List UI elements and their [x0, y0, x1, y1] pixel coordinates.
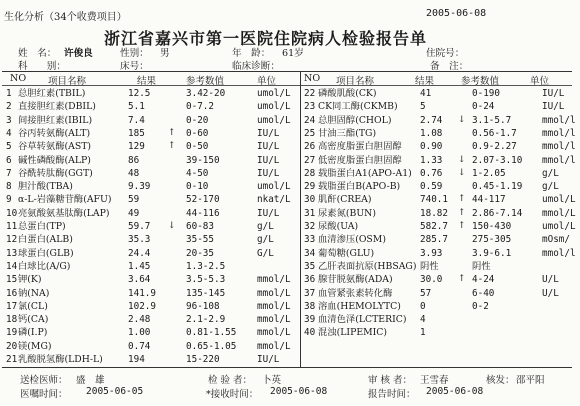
test-unit: IU/L	[257, 207, 280, 219]
test-unit: IU/L	[542, 101, 565, 113]
test-name: 血清色泽(LCTERIC)	[318, 314, 407, 326]
test-name: 肌酐(CREA)	[318, 194, 372, 206]
patient-age: 61岁	[282, 48, 304, 59]
test-result: 59	[128, 194, 140, 206]
test-name: 谷草转氨酶(AST)	[18, 141, 92, 153]
test-name: 直接胆红素(DBIL)	[18, 101, 96, 113]
col-unit-right: 单位	[530, 76, 550, 87]
test-result: 49	[128, 207, 140, 219]
test-unit: G/L	[257, 247, 274, 259]
row-number: 1	[6, 88, 12, 99]
test-result: 18.82	[420, 207, 448, 219]
receive-time-label: *接收时间：	[206, 389, 259, 400]
test-result: 3.64	[128, 274, 151, 286]
request-time: 2005-06-05	[86, 386, 144, 397]
row-number: 17	[6, 300, 18, 312]
reference-range: 3.1-5.7	[472, 114, 512, 126]
row-number: 40	[304, 327, 316, 339]
test-unit: mmol/L	[257, 314, 291, 326]
reference-range: 52-170	[186, 194, 220, 206]
test-unit: mmol/l	[542, 141, 576, 153]
sender-label: 送检医师：	[20, 375, 68, 386]
test-result: 48	[128, 167, 140, 179]
test-name: 谷酰转肽酶(GGT)	[18, 167, 93, 179]
test-name: 溶血(HEMOLYTC)	[318, 300, 401, 312]
table-row	[0, 340, 580, 353]
test-result: 3.93	[420, 247, 443, 259]
table-row	[0, 273, 580, 286]
test-unit: g/L	[542, 181, 559, 193]
test-unit: mmol/L	[257, 287, 291, 299]
row-number: 29	[304, 181, 316, 193]
patient-name: 许俊良	[64, 48, 93, 59]
row-number: 31	[304, 207, 316, 219]
test-result: 86	[128, 154, 140, 166]
row-number: 38	[304, 300, 316, 312]
test-result: 129	[128, 141, 145, 153]
test-name: 白蛋白(ALB)	[18, 234, 73, 246]
test-unit: mmol/L	[257, 327, 291, 339]
sex-label: 性别：	[120, 48, 149, 59]
abnormal-flag: ↑	[168, 127, 176, 138]
row-number: 6	[6, 154, 12, 166]
test-name: 磷(I.P)	[18, 327, 48, 339]
test-name: 尿素氮(BUN)	[318, 207, 376, 219]
reference-range: 3.9-6.1	[472, 247, 512, 259]
reference-range: 3.42-20	[186, 88, 226, 99]
reference-range: 0.9-2.27	[472, 141, 517, 153]
test-name: 谷丙转氨酶(ALT)	[18, 127, 91, 139]
test-name: 亮氨酸氨基肽酶(LAP)	[18, 207, 110, 219]
row-number: 32	[304, 221, 316, 232]
test-result: 2.74	[420, 114, 443, 126]
row-number: 16	[6, 287, 18, 299]
table-row	[0, 326, 580, 339]
test-name: 载脂蛋白A1(APO-A1)	[318, 167, 412, 179]
test-result: 12.5	[128, 88, 151, 99]
test-result: 35.3	[128, 234, 151, 246]
name-label: 姓 名：	[18, 48, 57, 59]
test-result: 141.9	[128, 287, 156, 299]
row-number: 18	[6, 314, 18, 326]
row-number: 7	[6, 167, 12, 179]
test-unit: umol/L	[542, 221, 576, 232]
test-name: 混浊(LIPEMIC)	[318, 327, 388, 339]
age-label: 年 龄：	[232, 48, 271, 59]
test-unit: umol/L	[257, 114, 291, 126]
row-number: 21	[6, 354, 18, 365]
test-name: 总蛋白(TP)	[18, 221, 66, 232]
row-number: 20	[6, 340, 18, 352]
test-name: 血管紧张素转化酶	[318, 287, 393, 299]
reference-range: 275-305	[472, 234, 512, 246]
test-name: 腺苷脱氨酶(ADA)	[318, 274, 393, 286]
sender-name: 盛 雄	[76, 375, 105, 386]
report-time-label: 报告时间：	[368, 389, 416, 400]
abnormal-flag: ↑	[458, 194, 466, 205]
reviewer-name: 王雪春	[420, 375, 449, 386]
reference-range: 0-7.2	[186, 101, 214, 113]
test-name: 磷酸肌酸(CK)	[318, 88, 377, 99]
reference-range: 0-50	[186, 141, 209, 153]
test-result: 1.00	[128, 327, 151, 339]
test-unit: mOsm/	[542, 234, 570, 246]
test-unit: IU/L	[257, 167, 280, 179]
table-row	[0, 220, 580, 233]
test-result: 1.45	[128, 260, 151, 272]
reference-range: 2.1-2.9	[186, 314, 226, 326]
abnormal-flag: ↑	[168, 141, 176, 152]
test-result: 57	[420, 287, 432, 299]
row-number: 2	[6, 101, 12, 113]
test-result: 102.9	[128, 300, 156, 312]
col-result-right: 结果	[415, 76, 435, 87]
table-row	[0, 193, 580, 206]
test-name: 低密度脂蛋白胆固醇	[318, 154, 402, 166]
reference-range: 0-2	[472, 300, 489, 312]
test-unit: mmol/l	[542, 247, 576, 259]
row-number: 37	[304, 287, 316, 299]
note-label: 备 注：	[430, 61, 469, 72]
test-name: 甘油三酯(TG)	[318, 127, 377, 139]
test-result: 0.59	[420, 181, 443, 193]
reference-range: 0.65-1.05	[186, 340, 237, 352]
test-unit: U/L	[542, 274, 559, 286]
test-result: 41	[420, 88, 432, 99]
request-time-label: 医嘱时间：	[20, 389, 68, 400]
inspector-label: 检 验 者：	[208, 375, 253, 386]
test-unit: IU/L	[257, 354, 280, 365]
test-unit: IU/L	[257, 127, 280, 139]
checker-name: 邵平阳	[516, 375, 545, 386]
reference-range: 44-117	[472, 194, 506, 206]
test-result: 30.0	[420, 274, 443, 286]
row-number: 35	[304, 260, 316, 272]
test-unit: umol/L	[257, 181, 291, 193]
test-unit: IU/L	[542, 88, 565, 99]
row-number: 4	[6, 127, 12, 139]
row-number: 5	[6, 141, 12, 153]
test-name: 乙肝表面抗原(HBSAG)	[318, 260, 417, 272]
reference-range: 1.3-2.5	[186, 260, 226, 272]
test-name: 乳酸脱氢酶(LDH-L)	[18, 354, 103, 365]
patient-sex: 男	[160, 48, 170, 59]
table-row	[0, 140, 580, 153]
test-result: 7.4	[128, 114, 145, 126]
test-name: 血清渗压(OSM)	[318, 234, 386, 246]
test-result: 285.7	[420, 234, 448, 246]
table-row	[0, 233, 580, 246]
reference-range: 0-60	[186, 127, 209, 139]
row-number: 23	[304, 101, 316, 113]
admission-label: 住院号：	[426, 48, 465, 59]
row-number: 9	[6, 194, 12, 206]
row-number: 14	[6, 260, 18, 272]
reference-range: 0-190	[472, 88, 500, 99]
diagnosis-label: 临床诊断：	[232, 61, 280, 72]
test-result: 4	[420, 314, 426, 326]
abnormal-flag: ↓	[458, 114, 466, 125]
test-name: 高密度脂蛋白胆固醇	[318, 141, 402, 153]
row-number: 15	[6, 274, 18, 286]
test-result: 59.7	[128, 221, 151, 232]
reference-range: 35-55	[186, 234, 214, 246]
test-result: 0	[420, 300, 426, 312]
report-category: 生化分析（34个收费项目）	[4, 12, 127, 23]
test-name: 球蛋白(GLB)	[18, 247, 74, 259]
reference-range: 2.86-7.14	[472, 207, 523, 219]
reference-range: 44-116	[186, 207, 220, 219]
test-unit: g/L	[257, 234, 274, 246]
test-name: CK同工酶(CKMB)	[318, 101, 398, 113]
row-number: 10	[6, 207, 18, 219]
table-row	[0, 287, 580, 300]
test-unit: IU/L	[257, 154, 280, 166]
test-result: 5	[420, 101, 426, 113]
col-unit-left: 单位	[257, 76, 277, 87]
abnormal-flag: ↓	[458, 154, 466, 165]
row-number: 12	[6, 234, 18, 246]
reference-range: 2.07-3.10	[472, 154, 523, 166]
reference-range: 3.5-5.3	[186, 274, 226, 286]
table-row	[0, 207, 580, 220]
reference-range: 0-10	[186, 181, 209, 193]
test-name: 葡萄糖(GLU)	[318, 247, 375, 259]
abnormal-flag: ↓	[458, 167, 466, 178]
test-unit: IU/L	[257, 141, 280, 153]
reference-range: 15-220	[186, 354, 220, 365]
test-name: 钠(NA)	[18, 287, 50, 299]
row-number: 24	[304, 114, 316, 126]
test-unit: umol/L	[257, 88, 291, 99]
col-no-right: NO	[304, 73, 321, 84]
row-number: 33	[304, 234, 316, 246]
test-name: 尿酸(UA)	[318, 221, 359, 232]
table-row	[0, 180, 580, 193]
table-row	[0, 154, 580, 167]
test-unit: mmol/L	[257, 274, 291, 286]
table-row	[0, 167, 580, 180]
test-unit: g/L	[257, 221, 274, 232]
reference-range: 0.45-1.19	[472, 181, 523, 193]
test-result: 185	[128, 127, 145, 139]
reference-range: 20-35	[186, 247, 214, 259]
test-result: 2.48	[128, 314, 151, 326]
reference-range: 0-24	[472, 101, 495, 113]
col-result-left: 结果	[137, 76, 157, 87]
test-name: α-L-岩藻糖苷酶(AFU)	[18, 194, 112, 206]
col-ref-left: 参考数值	[186, 76, 225, 87]
test-name: 间接胆红素(IBIL)	[18, 114, 93, 126]
col-item-right: 项目名称	[336, 76, 375, 87]
table-top-rule	[2, 71, 572, 72]
table-row	[0, 127, 580, 140]
row-number: 26	[304, 141, 316, 153]
table-row	[0, 353, 580, 366]
test-unit: mmol/l	[542, 154, 576, 166]
row-number: 22	[304, 88, 316, 99]
test-name: 总胆红素(TBIL)	[18, 88, 86, 99]
report-title: 浙江省嘉兴市第一医院住院病人检验报告单	[104, 29, 428, 48]
receive-time: 2005-06-08	[270, 386, 328, 397]
table-row	[0, 247, 580, 260]
table-row	[0, 87, 580, 100]
test-result: 194	[128, 354, 145, 365]
test-unit: umol/L	[257, 101, 291, 113]
reference-range: 0.56-1.7	[472, 127, 517, 139]
reference-range: 150-430	[472, 221, 512, 232]
reference-range: 0.81-1.55	[186, 327, 237, 339]
test-result: 582.7	[420, 221, 448, 232]
col-ref-right: 参考数值	[461, 76, 500, 87]
test-name: 钙(CA)	[18, 314, 49, 326]
row-number: 19	[6, 327, 18, 339]
reference-range: 6-40	[472, 287, 495, 299]
test-result: 24.4	[128, 247, 151, 259]
test-name: 镁(MG)	[18, 340, 52, 352]
table-row	[0, 300, 580, 313]
test-name: 碱性磷酸酶(ALP)	[18, 154, 91, 166]
reference-range: 135-145	[186, 287, 226, 299]
reference-range: 0-20	[186, 114, 209, 126]
reference-range: 96-108	[186, 300, 220, 312]
reference-range: 39-150	[186, 154, 220, 166]
row-number: 25	[304, 127, 316, 139]
test-name: 胆汁酸(TBA)	[18, 181, 73, 193]
test-name: 载脂蛋白B(APO-B)	[318, 181, 401, 193]
test-unit: mmol/L	[257, 300, 291, 312]
abnormal-flag: ↓	[168, 221, 176, 231]
row-number: 13	[6, 247, 18, 259]
inspector-name: 卜英	[262, 375, 282, 386]
reference-range: 1-2.05	[472, 167, 506, 179]
test-unit: mmol/L	[257, 340, 291, 352]
checker-label: 核发：	[486, 375, 515, 386]
test-result: 1	[420, 327, 426, 339]
test-name: 总胆固醇(CHOL)	[318, 114, 392, 126]
row-number: 30	[304, 194, 316, 206]
abnormal-flag: ↑	[458, 221, 466, 231]
reference-range: 4-50	[186, 167, 209, 179]
row-number: 27	[304, 154, 316, 166]
col-no-left: NO	[10, 73, 27, 84]
report-time: 2005-06-08	[426, 386, 484, 397]
reviewer-label: 审 核 者：	[368, 375, 413, 386]
test-result: 0.74	[128, 340, 151, 352]
abnormal-flag: ↑	[458, 274, 466, 285]
test-result: 9.39	[128, 181, 151, 193]
test-unit: g/L	[542, 167, 559, 179]
test-result: 1.33	[420, 154, 443, 166]
abnormal-flag: ↑	[458, 207, 466, 218]
table-row	[0, 313, 580, 326]
bed-label: 床号：	[120, 61, 149, 72]
test-result: 1.08	[420, 127, 443, 139]
row-number: 34	[304, 247, 316, 259]
table-row	[0, 260, 580, 273]
reference-range: 60-83	[186, 221, 214, 232]
test-result: 0.90	[420, 141, 443, 153]
dept-label: 科 别：	[18, 61, 66, 72]
table-bottom-rule	[2, 367, 572, 368]
test-name: 钾(K)	[18, 274, 42, 286]
reference-range: 4-24	[472, 274, 495, 286]
row-number: 11	[6, 221, 18, 232]
test-unit: U/L	[542, 287, 559, 299]
test-result: 0.76	[420, 167, 443, 179]
test-unit: mmol/l	[542, 114, 576, 126]
reference-range: 阴性	[472, 260, 491, 272]
row-number: 36	[304, 274, 316, 286]
test-name: 白球比(A/G)	[18, 260, 71, 272]
row-number: 39	[304, 314, 316, 326]
report-print-date: 2005-06-08	[426, 8, 487, 19]
row-number: 28	[304, 167, 316, 179]
table-row	[0, 114, 580, 127]
test-unit: nkat/L	[257, 194, 291, 206]
row-number: 8	[6, 181, 12, 193]
test-unit: umol/L	[542, 194, 576, 206]
test-result: 5.1	[128, 101, 145, 113]
table-row	[0, 100, 580, 113]
test-name: 氯(CL)	[18, 300, 48, 312]
col-item-left: 项目名称	[48, 76, 87, 87]
test-unit: mmol/L	[542, 207, 576, 219]
test-result: 740.1	[420, 194, 448, 206]
row-number: 3	[6, 114, 12, 126]
test-unit: mmol/l	[542, 127, 576, 139]
test-result: 阴性	[420, 260, 439, 272]
